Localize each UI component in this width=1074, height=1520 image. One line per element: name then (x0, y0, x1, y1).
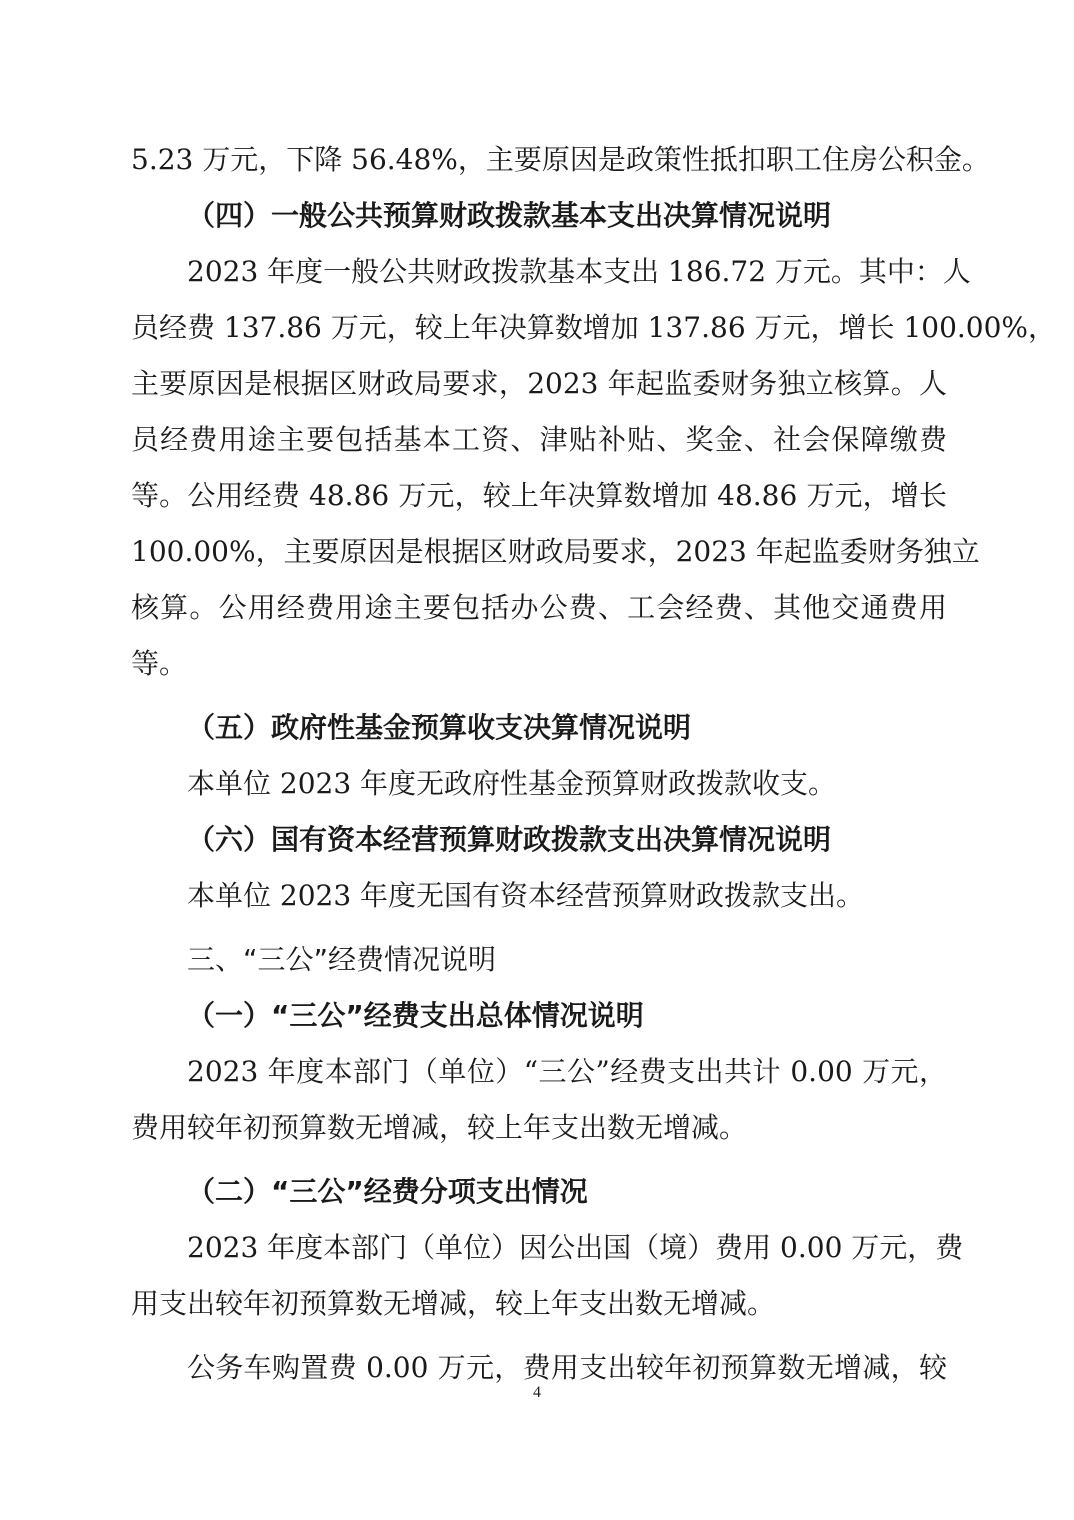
heading-general-budget-basic-expenditure: （四）一般公共预算财政拨款基本支出决算情况说明 (187, 199, 832, 232)
paragraph-line: 2023 年度本部门（单位）因公出国（境）费用 0.00 万元，费 (187, 1231, 964, 1264)
paragraph-line: 5.23 万元，下降 56.48%，主要原因是政策性抵扣职工住房公积金。 (131, 143, 990, 176)
paragraph-line: 本单位 2023 年度无国有资本经营预算财政拨款支出。 (187, 879, 865, 912)
paragraph-line: 等。 (131, 647, 188, 680)
section-three-public-expenses: 三、“三公”经费情况说明 (187, 943, 497, 976)
paragraph-line: 费用较年初预算数无增减，较上年支出数无增减。 (131, 1111, 748, 1144)
paragraph-line: 2023 年度本部门（单位）“三公”经费支出共计 0.00 万元， (187, 1055, 947, 1088)
heading-three-public-overall: （一）“三公”经费支出总体情况说明 (187, 999, 644, 1032)
paragraph-line: 2023 年度一般公共财政拨款基本支出 186.72 万元。其中：人 (187, 255, 971, 288)
heading-government-fund-budget: （五）政府性基金预算收支决算情况说明 (187, 711, 692, 744)
paragraph-line: 员经费 137.86 万元，较上年决算数增加 137.86 万元，增长 100.00%， (131, 311, 1057, 344)
page-number: 4 (533, 1384, 541, 1401)
document-body (131, 132, 1057, 1396)
paragraph-line: 主要原因是根据区财政局要求，2023 年起监委财务独立核算。人 (131, 367, 947, 400)
paragraph-line: 员经费用途主要包括基本工资、津贴补贴、奖金、社会保障缴费 (131, 423, 947, 456)
paragraph-line: 用支出较年初预算数无增减，较上年支出数无增减。 (131, 1287, 776, 1320)
paragraph-line: 核算。公用经费用途主要包括办公费、工会经费、其他交通费用 (131, 591, 947, 624)
paragraph-line: 等。公用经费 48.86 万元，较上年决算数增加 48.86 万元，增长 (131, 479, 947, 512)
heading-state-capital-budget: （六）国有资本经营预算财政拨款支出决算情况说明 (187, 823, 832, 856)
paragraph-line: 本单位 2023 年度无政府性基金预算财政拨款收支。 (187, 767, 837, 800)
paragraph-line: 100.00%，主要原因是根据区财政局要求，2023 年起监委财务独立 (131, 535, 980, 568)
heading-three-public-itemized: （二）“三公”经费分项支出情况 (187, 1175, 588, 1208)
paragraph-line: 公务车购置费 0.00 万元，费用支出较年初预算数无增减，较 (187, 1351, 947, 1384)
